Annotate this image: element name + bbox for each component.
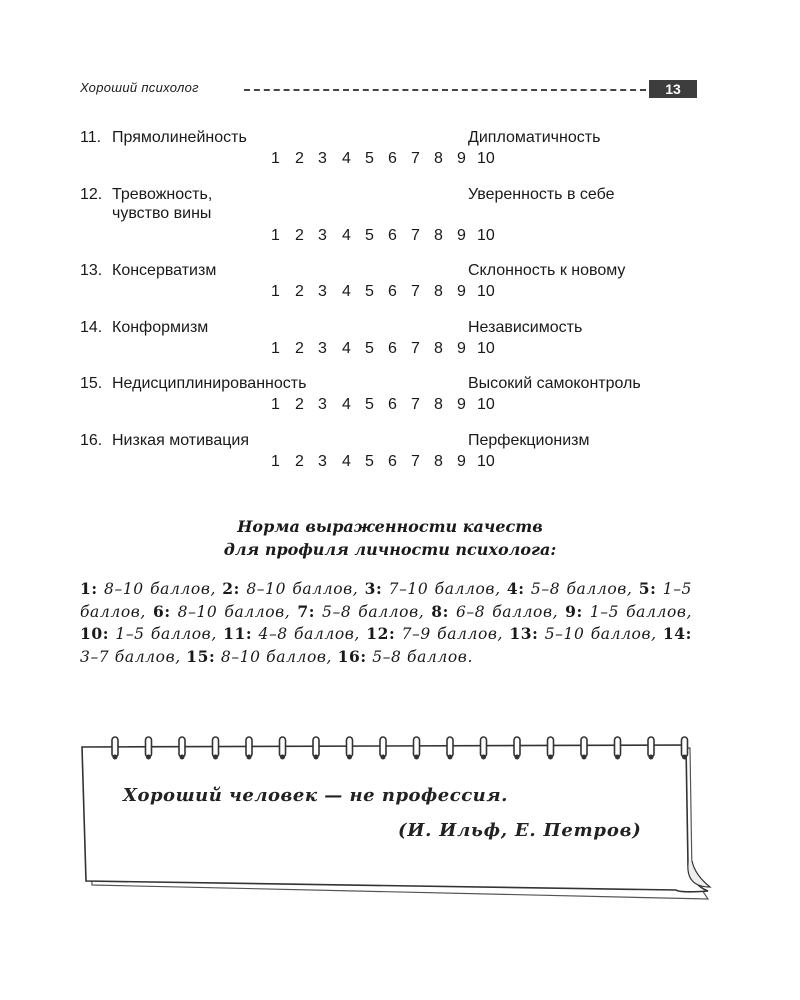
rating-scale: [80, 225, 700, 247]
ring-hole: [448, 755, 453, 760]
ring-hole: [414, 755, 419, 760]
item-number: 16.: [80, 432, 103, 449]
quote-text: Хороший человек — не профессия.: [123, 785, 508, 806]
norm-key: 3:: [364, 579, 383, 598]
scale-item: [80, 374, 700, 416]
item-left-pole: Тревожность,: [112, 186, 213, 203]
norm-heading-line2: для профиля личности психолога:: [223, 540, 557, 559]
scale-number: 4: [342, 396, 351, 413]
spiral-ring: [414, 737, 420, 757]
item-left-pole: Недисциплинированность: [112, 375, 307, 392]
norm-key: 6:: [152, 601, 171, 621]
scale-number: 7: [411, 283, 420, 300]
item-left-pole: Низкая мотивация: [112, 432, 249, 449]
scale-number: 5: [365, 283, 374, 300]
ring-hole: [615, 755, 620, 760]
scale-number: 10: [477, 340, 495, 357]
norm-value: 8–10 баллов: [246, 580, 353, 598]
norm-key: 11:: [223, 624, 253, 643]
rating-scale: [80, 281, 700, 303]
ring-hole: [381, 755, 386, 760]
ring-hole: [213, 755, 218, 760]
ring-hole: [548, 755, 553, 760]
quote-author: (И. Ильф, Е. Петров): [398, 820, 642, 841]
item-number: 15.: [80, 375, 103, 392]
scale-number: 10: [477, 227, 495, 244]
item-left-pole: Конформизм: [112, 319, 209, 336]
ring-hole: [481, 755, 486, 760]
header-title: Хороший психолог: [80, 80, 199, 95]
scale-number: 1: [271, 340, 280, 357]
spiral-ring: [648, 737, 654, 757]
scale-number: 4: [342, 340, 351, 357]
item-number: 13.: [80, 262, 103, 279]
norm-value: 1–5 баллов: [115, 625, 212, 643]
spiral-ring: [179, 737, 185, 757]
scale-number: 1: [271, 283, 280, 300]
scale-number: 8: [434, 227, 443, 244]
notepad: [80, 735, 720, 915]
spiral-ring: [481, 737, 487, 757]
ring-hole: [347, 755, 352, 760]
norm-value: 4–8 баллов: [258, 625, 355, 643]
norm-value: 7–9 баллов: [401, 625, 498, 643]
norm-heading-line1: Норма выраженности качеств: [237, 517, 543, 536]
scale-number: 7: [411, 453, 420, 470]
norm-value: 5–8 баллов: [372, 647, 468, 666]
norm-value: 8–10 баллов: [220, 647, 327, 666]
ring-hole: [582, 755, 587, 760]
scale-number: 5: [365, 396, 374, 413]
scale-number: 3: [318, 283, 327, 300]
ring-hole: [146, 755, 151, 760]
norm-value: 1–5 баллов: [589, 602, 687, 621]
scale-number: 8: [434, 283, 443, 300]
scale-number: 7: [411, 227, 420, 244]
norm-key: 13:: [509, 624, 539, 643]
item-right-pole: Склонность к новому: [468, 262, 626, 279]
norm-value: 1–5 баллов: [80, 580, 693, 621]
scale-number: 10: [477, 283, 495, 300]
scale-number: 9: [457, 150, 466, 167]
spiral-ring: [548, 737, 554, 757]
scale-number: 8: [434, 453, 443, 470]
spiral-ring: [280, 737, 286, 757]
scale-number: 6: [388, 150, 397, 167]
scale-number: 9: [457, 453, 466, 470]
rating-scale: [80, 148, 700, 170]
item-left-pole-line2: чувство вины: [112, 205, 212, 222]
norm-key: 1:: [80, 579, 98, 598]
item-right-pole: Независимость: [468, 319, 583, 336]
scale-number: 5: [365, 150, 374, 167]
spiral-ring: [347, 737, 353, 757]
norm-key: 4:: [506, 579, 525, 598]
norm-key: 16:: [337, 646, 367, 666]
norm-key: 7:: [297, 601, 316, 621]
scale-number: 6: [388, 283, 397, 300]
norm-value: 3–7 баллов: [80, 647, 176, 666]
item-left-pole: Прямолинейность: [112, 129, 247, 146]
spiral-ring: [514, 737, 520, 757]
scale-number: 9: [457, 340, 466, 357]
scale-item: [80, 261, 700, 303]
rating-scale: [80, 338, 700, 360]
scale-number: 10: [477, 453, 495, 470]
norm-value: 5–10 баллов: [544, 625, 652, 643]
rating-scale: [80, 394, 700, 416]
scale-number: 2: [295, 227, 304, 244]
scale-number: 4: [342, 227, 351, 244]
scale-number: 2: [295, 396, 304, 413]
scale-number: 1: [271, 396, 280, 413]
scale-number: 4: [342, 453, 351, 470]
scale-number: 3: [318, 227, 327, 244]
scale-number: 1: [271, 150, 280, 167]
item-left-pole: Консерватизм: [112, 262, 217, 279]
scale-number: 10: [477, 396, 495, 413]
ring-hole: [649, 755, 654, 760]
scale-number: 7: [411, 150, 420, 167]
scale-number: 2: [295, 283, 304, 300]
spiral-ring: [682, 737, 688, 757]
item-right-pole: Дипломатичность: [468, 129, 601, 146]
scale-number: 2: [295, 340, 304, 357]
scale-number: 6: [388, 453, 397, 470]
scale-number: 10: [477, 150, 495, 167]
norm-value: 6–8 баллов: [455, 602, 553, 621]
scale-number: 2: [295, 453, 304, 470]
spiral-ring: [313, 737, 319, 757]
norm-text: 1: 8–10 баллов, 2: 8–10 баллов, 3: 7–10 баллов, 4: 5–8 баллов, 5: 1–5 баллов, 6: 8–10 баллов, 7: 5–8 баллов, 8: 6–8 баллов, 9: 1–5 баллов, 10: 1–5 баллов, 11: 4–8 баллов, 12: 7–9 баллов, 13: 5–10 баллов, 14: 3–7 баллов, 15: 8–10 баллов, 16: 5–8 баллов.: [80, 579, 693, 666]
spiral-ring: [380, 737, 386, 757]
norm-key: 9:: [565, 601, 583, 621]
scale-item: [80, 128, 700, 170]
item-right-pole: Высокий самоконтроль: [468, 375, 641, 392]
scale-number: 4: [342, 150, 351, 167]
norm-key: 8:: [431, 601, 449, 621]
spiral-ring: [246, 737, 252, 757]
item-number: 14.: [80, 319, 103, 336]
norm-key: 14:: [662, 624, 692, 643]
ring-hole: [314, 755, 319, 760]
scale-number: 8: [434, 150, 443, 167]
norm-value: 8–10 баллов: [104, 580, 211, 598]
ring-hole: [180, 755, 185, 760]
page-number: 13: [649, 80, 697, 98]
item-right-pole: Перфекционизм: [468, 432, 590, 449]
norm-key: 12:: [366, 624, 396, 643]
scale-number: 9: [457, 227, 466, 244]
scale-number: 6: [388, 340, 397, 357]
norm-value: 7–10 баллов: [388, 580, 496, 598]
scale-number: 7: [411, 340, 420, 357]
norm-key: 15:: [186, 646, 216, 666]
item-number: 11.: [80, 129, 102, 146]
spiral-ring: [112, 737, 118, 757]
norm-key: 5:: [638, 579, 657, 598]
scale-item: [80, 431, 700, 473]
scale-number: 8: [434, 396, 443, 413]
scale-items: [80, 128, 700, 473]
scale-number: 9: [457, 283, 466, 300]
item-number: 12.: [80, 186, 103, 203]
norm-heading: [80, 515, 700, 561]
scale-number: 1: [271, 453, 280, 470]
scale-number: 2: [295, 150, 304, 167]
header-dashed-rule: [244, 89, 646, 91]
scale-number: 6: [388, 227, 397, 244]
spiral-ring: [213, 737, 219, 757]
ring-hole: [113, 755, 118, 760]
scale-number: 3: [318, 453, 327, 470]
scale-number: 5: [365, 227, 374, 244]
scale-number: 3: [318, 340, 327, 357]
norm-value: 5–8 баллов: [322, 602, 419, 621]
norm-value: 8–10 баллов: [177, 602, 285, 621]
scale-number: 5: [365, 453, 374, 470]
norm-key: 10:: [80, 624, 110, 643]
rating-scale: [80, 451, 700, 473]
item-right-pole: Уверенность в себе: [468, 186, 615, 203]
scale-item: [80, 318, 700, 360]
scale-number: 9: [457, 396, 466, 413]
scale-number: 3: [318, 396, 327, 413]
scale-number: 1: [271, 227, 280, 244]
scale-number: 3: [318, 150, 327, 167]
norm-value: 5–8 баллов: [530, 580, 627, 598]
scale-number: 6: [388, 396, 397, 413]
scale-item: [80, 185, 700, 247]
ring-hole: [247, 755, 252, 760]
ring-hole: [280, 755, 285, 760]
spiral-ring: [615, 737, 621, 757]
ring-hole: [682, 755, 687, 760]
scale-number: 8: [434, 340, 443, 357]
scale-number: 5: [365, 340, 374, 357]
norm-key: 2:: [222, 579, 241, 598]
spiral-ring: [447, 737, 453, 757]
scale-number: 7: [411, 396, 420, 413]
ring-hole: [515, 755, 520, 760]
spiral-ring: [581, 737, 587, 757]
scale-number: 4: [342, 283, 351, 300]
spiral-ring: [146, 737, 152, 757]
